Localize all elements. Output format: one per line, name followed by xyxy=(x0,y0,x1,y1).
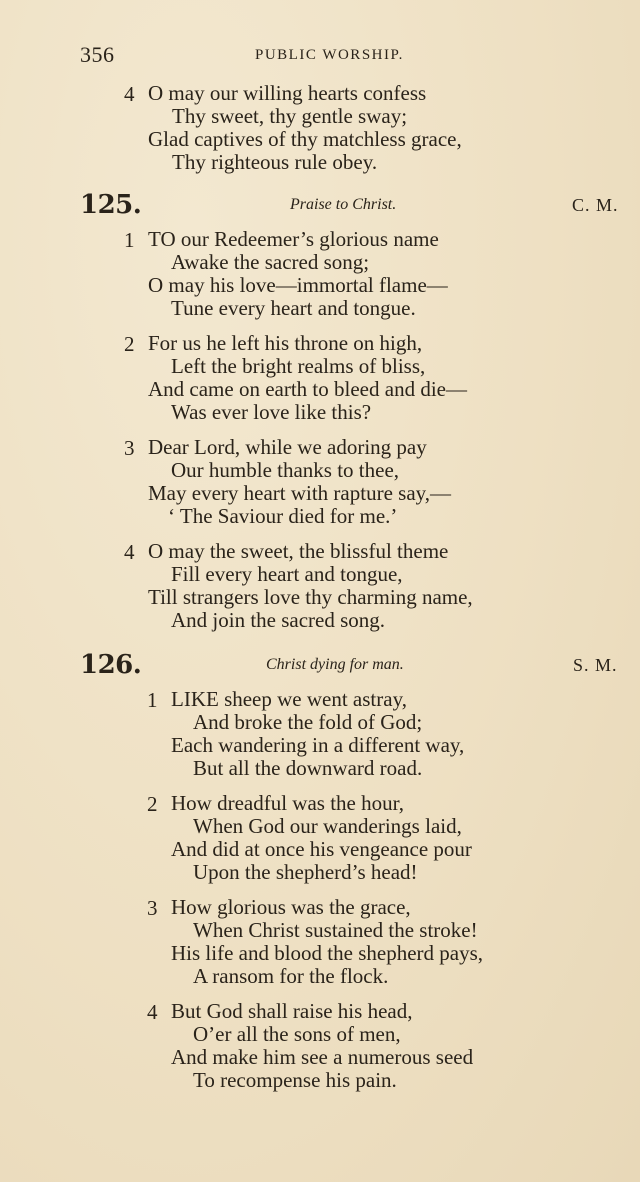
verse-line: Fill every heart and tongue, xyxy=(171,562,403,586)
verse-line: A ransom for the flock. xyxy=(193,964,389,988)
verse-line: Till strangers love thy charming name, xyxy=(148,585,473,609)
running-head xyxy=(80,42,600,72)
verse-line: Glad captives of thy matchless grace, xyxy=(148,127,462,151)
verse-line: How dreadful was the hour, xyxy=(171,791,405,815)
verse-line: Dear Lord, while we adoring pay xyxy=(148,435,427,459)
verse-line: For us he left his throne on high, xyxy=(148,331,423,355)
verse-line: His life and blood the shepherd pays, xyxy=(171,941,484,965)
verse-line: Each wandering in a different way, xyxy=(171,733,465,757)
hymn-meter: S. M. xyxy=(573,655,618,675)
verse-line: O’er all the sons of men, xyxy=(193,1022,401,1046)
verse-line: TO our Redeemer’s glorious name xyxy=(148,227,439,251)
page-number: 356 xyxy=(80,42,115,67)
hymn-title: Praise to Christ. xyxy=(290,196,397,213)
verse-line: Upon the shepherd’s head! xyxy=(193,860,418,884)
verse-line: And broke the fold of God; xyxy=(193,710,423,734)
verse-line: Was ever love like this? xyxy=(171,400,372,424)
verse-line: Our humble thanks to thee, xyxy=(171,458,400,482)
verse-line: And make him see a numerous seed xyxy=(171,1045,474,1069)
stanza-number: 4 xyxy=(124,540,135,564)
verse-line: And did at once his vengeance pour xyxy=(171,837,472,861)
hymn-number: 126. xyxy=(80,650,142,680)
stanza-number: 3 xyxy=(147,896,158,920)
verse-line: Left the bright realms of bliss, xyxy=(171,354,426,378)
stanza-number: 1 xyxy=(147,688,158,712)
hymn-number: 125. xyxy=(80,190,142,220)
verse-line: ‘ The Saviour died for me.’ xyxy=(168,504,398,528)
running-title: PUBLIC WORSHIP. xyxy=(255,47,404,63)
verse-line: But God shall raise his head, xyxy=(171,999,413,1023)
stanza-number: 3 xyxy=(124,436,135,460)
verse-line: When Christ sustained the stroke! xyxy=(193,918,478,942)
verse-line: But all the downward road. xyxy=(193,756,423,780)
verse-line: LIKE sheep we went astray, xyxy=(171,687,407,711)
stanza-number: 2 xyxy=(147,792,158,816)
verse-line: May every heart with rapture say,— xyxy=(148,481,452,505)
stanza-number: 1 xyxy=(124,228,135,252)
verse-line: Thy righteous rule obey. xyxy=(172,150,378,174)
verse-line: How glorious was the grace, xyxy=(171,895,411,919)
verse-line: And join the sacred song. xyxy=(171,608,386,632)
stanza-number: 2 xyxy=(124,332,135,356)
verse-line: Awake the sacred song; xyxy=(171,250,370,274)
verse-line: O may his love—immortal flame— xyxy=(148,273,448,297)
verse-line: O may the sweet, the blissful theme xyxy=(148,539,449,563)
stanza-number: 4 xyxy=(147,1000,158,1024)
verse-line: When God our wanderings laid, xyxy=(193,814,462,838)
verse-line: And came on earth to bleed and die— xyxy=(148,377,467,401)
hymn-meter: C. M. xyxy=(572,195,619,215)
stanza-number: 4 xyxy=(124,82,135,106)
hymn-title: Christ dying for man. xyxy=(266,656,404,673)
verse-line: To recompense his pain. xyxy=(193,1068,397,1092)
verse-line: Tune every heart and tongue. xyxy=(171,296,416,320)
verse-line: O may our willing hearts confess xyxy=(148,81,427,105)
verse-line: Thy sweet, thy gentle sway; xyxy=(172,104,408,128)
